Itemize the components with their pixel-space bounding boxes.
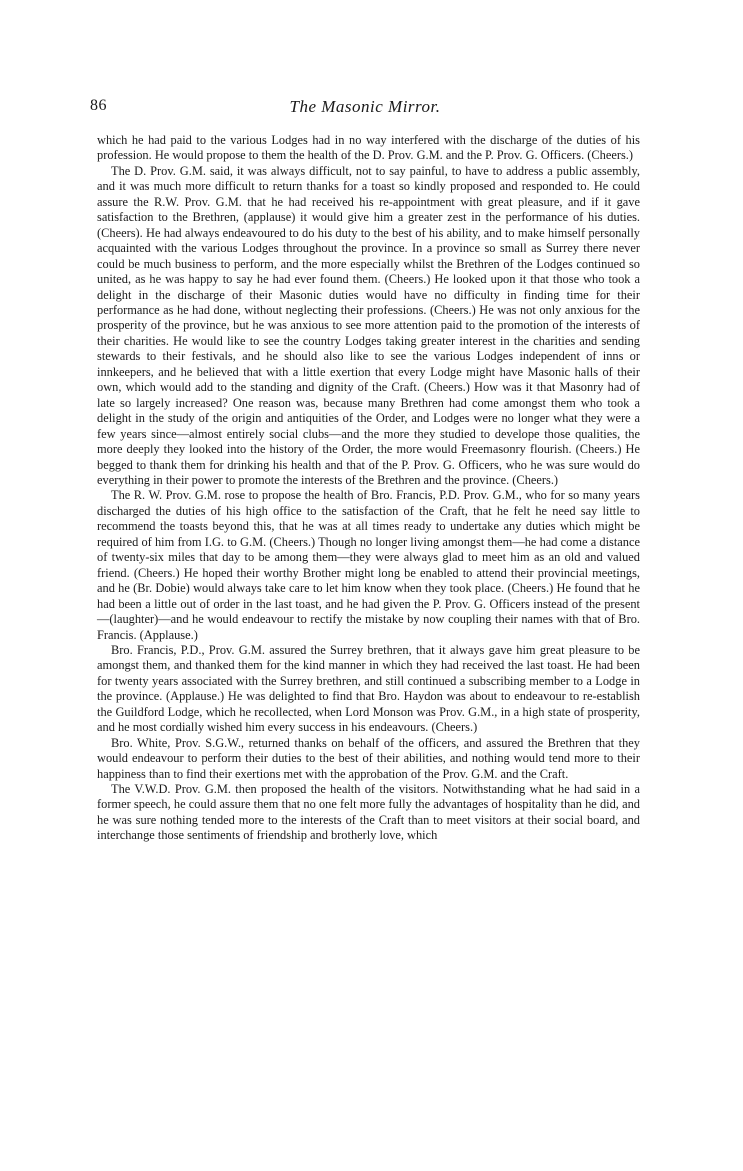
running-title: The Masonic Mirror.	[289, 97, 441, 116]
paragraph: The V.W.D. Prov. G.M. then proposed the health of the visitors. Notwithstanding what he had said in a former speech, he could assure them that no one felt more fully the advantages of hospitality than he did, and he was sure nothing tended more to the interests of the Craft than to meet visitors at their social board, and interchange those sentiments of friendship and brotherly love, which	[97, 782, 640, 843]
article-body	[97, 133, 640, 844]
paragraph: Bro. Francis, P.D., Prov. G.M. assured the Surrey brethren, that it always gave him great pleasure to be amongst them, and thanked them for the kind manner in which they had received the last toast. He had been for twenty years associated with the Surrey brethren, and still continued a subscribing member to a Lodge in the province. (Applause.) He was delighted to find that Bro. Haydon was about to endeavour to re-establish the Guildford Lodge, which he recollected, when Lord Monson was Prov. G.M., in a high state of prosperity, and he most cordially wished him every success in his endeavours. (Cheers.)	[97, 642, 640, 735]
paragraph: Bro. White, Prov. S.G.W., returned thanks on behalf of the officers, and assured the Brethren that they would endeavour to perform their duties to the best of their abilities, and nothing would tend more to their happiness than to find their exertions met with the approbation of the Prov. G.M. and the Craft.	[97, 735, 640, 781]
page-number: 86	[90, 97, 107, 114]
paragraph: The D. Prov. G.M. said, it was always difficult, not to say painful, to have to address a public assembly, and it was much more difficult to return thanks for a toast so kindly proposed and responded to. He could assure the R.W. Prov. G.M. that he had received his re-appointment with great pleasure, and if it gave satisfaction to the Brethren, (applause) it would give him a greater zest in the performance of his duties. (Cheers). He had always endeavoured to do his duty to the best of his ability, and to make himself personally acquainted with the various Lodges throughout the province. In a province so small as Surrey there never could be much business to perform, and the more especially whilst the Brethren of the Lodges continued so united, as he was happy to say he had ever found them. (Cheers.) He looked upon it that those who took a delight in the discharge of their Masonic duties would have no difficulty in finding time for their performance as he had done, without neglecting their professions. (Cheers.) He was not only anxious for the prosperity of the province, but he was anxious to see more attention paid to the promotion of the interests of their charities. He would like to see the country Lodges taking greater interest in the charities and sending stewards to their festivals, and he should also like to see the various Lodges independent of inns or innkeepers, and he believed that with a little exertion that every Lodge might have Masonic halls of their own, which would add to the standing and dignity of the Craft. (Cheers.) How was it that Masonry had of late so largely increased? One reason was, because many Brethren had come amongst them who took a delight in the study of the origin and antiquities of the Order, and Lodges were no longer what they were a few years since—almost entirely social clubs—and the more they studied to develope those qualities, the more deeply they looked into the history of the Order, the more would Freemasonry flourish. (Cheers.) He begged to thank them for drinking his health and that of the P. Prov. G. Officers, who he was sure would do everything in their power to promote the interests of the Brethren and the province. (Cheers.)	[97, 163, 640, 487]
paragraph: which he had paid to the various Lodges had in no way interfered with the discharge of the duties of his profession. He would propose to them the health of the D. Prov. G.M. and the P. Prov. G. Officers. (Cheers.)	[97, 133, 640, 163]
paragraph: The R. W. Prov. G.M. rose to propose the health of Bro. Francis, P.D. Prov. G.M., who for so many years discharged the duties of his high office to the satisfaction of the Craft, that he felt he need say little to recommend the toasts beyond this, that he was at all times ready to undertake any duties which might be required of him from I.G. to G.M. (Cheers.) Though no longer living amongst them—he had come a distance of twenty-six miles that day to be among them—they were always glad to meet him as an old and valued friend. (Cheers.) He hoped their worthy Brother might long be enabled to attend their provincial meetings, and he (Br. Dobie) would always take care to let him know when they took place. (Cheers.) He found that he had been a little out of order in the last toast, and he had given the P. Prov. G. Officers instead of the present—(laughter)—and he would endeavour to rectify the mistake by now coupling their names with that of Bro. Francis. (Applause.)	[97, 488, 640, 642]
page-header	[90, 97, 640, 123]
